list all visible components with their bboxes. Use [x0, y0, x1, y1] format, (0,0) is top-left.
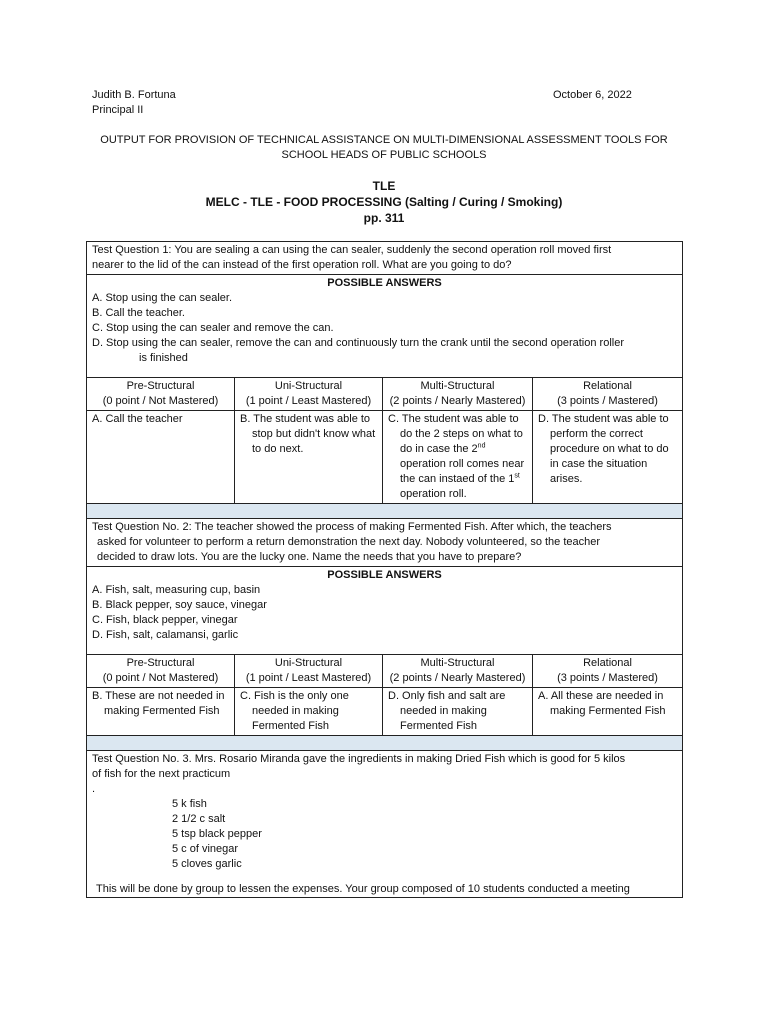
rubric-header-pre-structural	[87, 655, 235, 688]
rubric-answer-text	[388, 412, 527, 502]
question-line: decided to draw lots. You are the lucky one. Name the needs that you have to prepare?	[97, 551, 522, 563]
question-line: .	[92, 783, 96, 795]
rubric-level: Multi-Structural	[420, 657, 495, 669]
ingredient-item: 5 k fish	[172, 798, 207, 810]
separator-row	[87, 504, 683, 519]
answer-option: B. Black pepper, soy sauce, vinegar	[92, 599, 267, 611]
q2-multi-structural-answer	[383, 688, 533, 736]
page-reference: pp. 311	[363, 211, 405, 225]
rubric-header-pre-structural	[87, 378, 235, 411]
possible-answers-heading: POSSIBLE ANSWERS	[327, 277, 442, 289]
text-part: C. The student was able to do the 2 steps on what to do in case the 2	[388, 413, 523, 455]
question-3-continuation: This will be done by group to lessen the expenses. Your group composed of 10 students conducted a meeting	[96, 883, 630, 895]
question-row	[87, 751, 683, 898]
question-1-text	[87, 242, 683, 275]
q1-uni-structural-answer	[235, 411, 383, 504]
rubric-level: Relational	[583, 380, 632, 392]
possible-answers-heading: POSSIBLE ANSWERS	[327, 569, 442, 581]
answers-row	[87, 275, 683, 378]
answer-option: D. Fish, salt, calamansi, garlic	[92, 629, 239, 641]
question-line: asked for volunteer to perform a return demonstration the next day. Nobody volunteered, so the teacher	[97, 536, 601, 548]
rubric-level: Pre-Structural	[126, 657, 195, 669]
rubric-answer-text: D. The student was able to perform the correct procedure on what to do in case the situation arises.	[538, 413, 669, 485]
answer-option: A. Stop using the can sealer.	[92, 292, 233, 304]
sender-block	[92, 88, 176, 118]
rubric-points: (0 point / Not Mastered)	[102, 672, 219, 684]
question-line: nearer to the lid of the can instead of the first operation roll. What are you going to do?	[92, 259, 512, 271]
answers-row	[87, 567, 683, 655]
section-title	[86, 178, 682, 226]
superscript: st	[514, 472, 520, 480]
document-date: October 6, 2022	[553, 89, 632, 101]
melc-label: MELC - TLE - FOOD PROCESSING (Salting / Curing / Smoking)	[205, 195, 563, 209]
ingredient-item: 5 tsp black pepper	[172, 828, 262, 840]
rubric-answer-text: B. The student was able to stop but didn't know what to do next.	[240, 413, 376, 455]
question-line: Test Question 1: You are sealing a can using the can sealer, suddenly the second operation roll moved first	[92, 244, 612, 256]
spacer	[92, 872, 677, 882]
sender-name: Judith B. Fortuna	[92, 89, 176, 101]
question-3-text	[87, 751, 683, 898]
rubric-points: (2 points / Nearly Mastered)	[389, 395, 526, 407]
question-line: Test Question No. 2: The teacher showed the process of making Fermented Fish. After which, the teachers	[92, 521, 612, 533]
answer-option: C. Fish, black pepper, vinegar	[92, 614, 238, 626]
output-title-line: SCHOOL HEADS OF PUBLIC SCHOOLS	[281, 149, 487, 161]
text-part: operation roll.	[400, 488, 467, 500]
rubric-level: Uni-Structural	[274, 657, 343, 669]
question-line: Test Question No. 3. Mrs. Rosario Miranda gave the ingredients in making Dried Fish which is good for 5 kilos	[92, 753, 626, 765]
separator-cell	[87, 736, 683, 751]
answer-option: C. Stop using the can sealer and remove the can.	[92, 322, 334, 334]
rubric-answer-text: B. These are not needed in making Fermented Fish	[92, 690, 225, 717]
rubric-points: (3 points / Mastered)	[557, 672, 658, 684]
subject-label: TLE	[372, 179, 396, 193]
answer-option: B. Call the teacher.	[92, 307, 185, 319]
ingredient-list	[92, 797, 677, 872]
question-1-answers	[87, 275, 683, 378]
question-2-answers	[87, 567, 683, 655]
rubric-header-row	[87, 378, 683, 411]
question-2-text	[87, 519, 683, 567]
rubric-points: (0 point / Not Mastered)	[102, 395, 219, 407]
q1-relational-answer	[533, 411, 683, 504]
rubric-answer-text: C. Fish is the only one needed in making Fermented Fish	[240, 690, 349, 732]
answer-option-continuation: is finished	[139, 352, 188, 364]
rubric-header-uni-structural	[235, 655, 383, 688]
rubric-level: Uni-Structural	[274, 380, 343, 392]
answer-option: D. Stop using the can sealer, remove the can and continuously turn the crank until the second operation roller	[92, 337, 624, 349]
rubric-header-uni-structural	[235, 378, 383, 411]
output-title	[86, 133, 682, 163]
rubric-answer-row	[87, 688, 683, 736]
q1-multi-structural-answer	[383, 411, 533, 504]
answer-option: A. Fish, salt, measuring cup, basin	[92, 584, 261, 596]
output-title-line: OUTPUT FOR PROVISION OF TECHNICAL ASSISTANCE ON MULTI-DIMENSIONAL ASSESSMENT TOOLS FOR	[100, 134, 668, 146]
question-row	[87, 519, 683, 567]
rubric-answer-text: A. All these are needed in making Fermented Fish	[538, 690, 666, 717]
ingredient-item: 5 c of vinegar	[172, 843, 239, 855]
rubric-header-multi-structural	[383, 378, 533, 411]
superscript: nd	[477, 442, 486, 450]
rubric-answer-text: D. Only fish and salt are needed in making Fermented Fish	[388, 690, 506, 732]
rubric-level: Multi-Structural	[420, 380, 495, 392]
ingredient-item: 2 1/2 c salt	[172, 813, 226, 825]
rubric-points: (1 point / Least Mastered)	[245, 395, 372, 407]
rubric-header-relational	[533, 378, 683, 411]
text-part: operation roll comes near the can instaed of the 1	[400, 458, 525, 485]
q2-relational-answer	[533, 688, 683, 736]
rubric-header-row	[87, 655, 683, 688]
spacer	[92, 643, 677, 653]
assessment-table	[86, 241, 683, 898]
question-line: of fish for the next practicum	[92, 768, 231, 780]
rubric-level: Relational	[583, 657, 632, 669]
rubric-points: (3 points / Mastered)	[557, 395, 658, 407]
rubric-answer-row	[87, 411, 683, 504]
q2-pre-structural-answer	[87, 688, 235, 736]
rubric-header-relational	[533, 655, 683, 688]
rubric-level: Pre-Structural	[126, 380, 195, 392]
rubric-points: (2 points / Nearly Mastered)	[389, 672, 526, 684]
q2-uni-structural-answer	[235, 688, 383, 736]
sender-position: Principal II	[92, 104, 144, 116]
rubric-header-multi-structural	[383, 655, 533, 688]
separator-row	[87, 736, 683, 751]
spacer	[92, 366, 677, 376]
ingredient-item: 5 cloves garlic	[172, 858, 242, 870]
rubric-answer-text: A. Call the teacher	[92, 413, 183, 425]
q1-pre-structural-answer	[87, 411, 235, 504]
separator-cell	[87, 504, 683, 519]
question-row	[87, 242, 683, 275]
rubric-points: (1 point / Least Mastered)	[245, 672, 372, 684]
